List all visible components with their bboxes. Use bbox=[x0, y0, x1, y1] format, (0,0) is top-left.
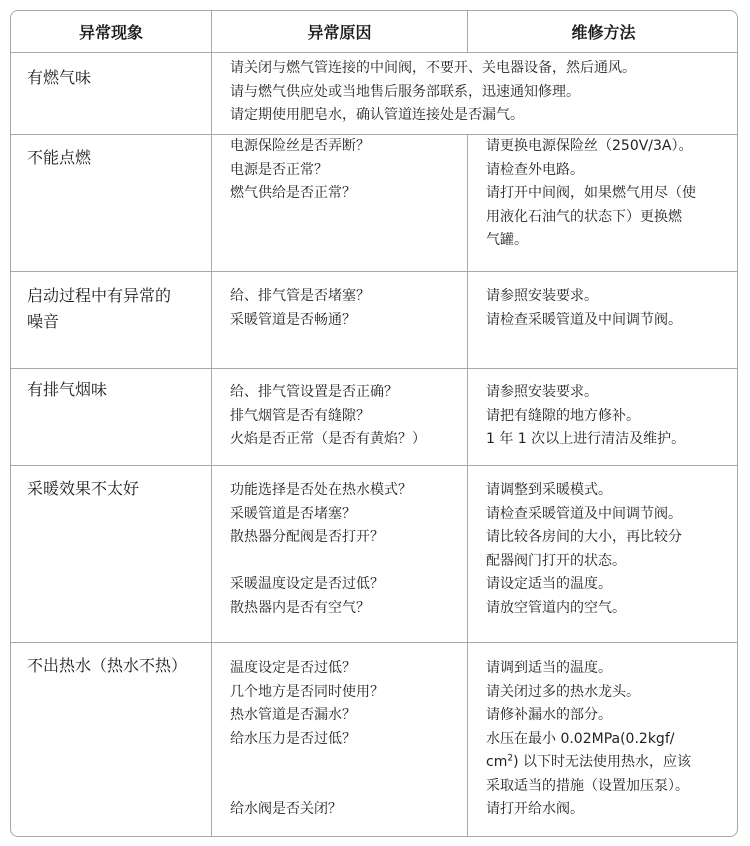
unit-text: cm bbox=[486, 754, 508, 770]
phenomenon-cell: 有排气烟味 bbox=[27, 380, 108, 399]
fix-line: 请检查采暖管道及中间调节阀。 bbox=[486, 311, 682, 328]
fix-line: 请检查采暖管道及中间调节阀。 bbox=[486, 505, 682, 522]
fix-line: 1 年 1 次以上进行清洁及维护。 bbox=[486, 431, 686, 447]
fix-cell bbox=[467, 272, 738, 368]
table-header-row bbox=[11, 11, 737, 52]
troubleshooting-table bbox=[10, 10, 738, 837]
cause-line: 采暖温度设定是否过低？ bbox=[230, 576, 384, 592]
fix-line: 请修补漏水的部分。 bbox=[486, 707, 612, 723]
fix-line: 请参照安装要求。 bbox=[486, 384, 598, 400]
table-row bbox=[11, 465, 737, 642]
cause-line: 排气烟管是否有缝隙？ bbox=[230, 407, 370, 424]
cause-line: 电源保险丝是否弄断？ bbox=[230, 138, 370, 154]
table-row bbox=[11, 52, 737, 134]
phenomenon-cell bbox=[11, 272, 211, 368]
spacer bbox=[230, 550, 467, 574]
spacer bbox=[230, 751, 467, 775]
cause-line: 采暖管道是否堵塞？ bbox=[230, 505, 356, 522]
instruction-line: 请与燃气供应处或当地售后服务部联系，迅速通知修理。 bbox=[230, 83, 580, 100]
phenomenon-cell: 不能点燃 bbox=[27, 148, 92, 167]
fix-line: 请打开中间阀，如果燃气用尽（使 bbox=[486, 185, 696, 201]
cause-cell bbox=[211, 272, 467, 368]
fix-line: 采取适当的措施（设置加压泵）。 bbox=[486, 777, 689, 794]
fix-line: 请设定适当的温度。 bbox=[486, 576, 612, 592]
table-row bbox=[11, 642, 737, 837]
fix-line: 请关闭过多的热水龙头。 bbox=[486, 683, 640, 700]
fix-cell bbox=[467, 643, 738, 837]
cause-cell bbox=[211, 643, 467, 837]
header-fix: 维修方法 bbox=[467, 11, 738, 52]
header-phenomenon: 异常现象 bbox=[78, 23, 143, 42]
cause-line: 给水阀是否关闭？ bbox=[230, 801, 342, 817]
fix-line: 请调整到采暖模式。 bbox=[486, 482, 612, 498]
cause-line: 热水管道是否漏水？ bbox=[230, 707, 356, 723]
cause-line: 电源是否正常？ bbox=[230, 161, 328, 178]
instruction-line: 请定期使用肥皂水，确认管道连接处是否漏气。 bbox=[230, 107, 524, 123]
fix-line: 配器阀门打开的状态。 bbox=[486, 552, 626, 569]
fix-line: 请把有缝隙的地方修补。 bbox=[486, 407, 640, 424]
cause-line: 燃气供给是否正常？ bbox=[230, 185, 356, 201]
table-row bbox=[11, 134, 737, 271]
fix-line: 请参照安装要求。 bbox=[486, 288, 598, 304]
table-row bbox=[11, 271, 737, 368]
fix-line: 用液化石油气的状态下）更换燃 bbox=[486, 208, 682, 225]
fix-text: 以下时无法使用热水，应该 bbox=[523, 754, 691, 770]
fix-line: 请更换电源保险丝（250V/3A）。 bbox=[486, 138, 693, 154]
cause-cell bbox=[211, 369, 467, 465]
merged-instructions-cell bbox=[211, 53, 738, 134]
fix-cell bbox=[467, 369, 738, 465]
cause-line: 火焰是否正常（是否有黄焰？） bbox=[230, 431, 426, 447]
cause-cell bbox=[211, 466, 467, 642]
fix-line: 气罐。 bbox=[486, 232, 528, 248]
phenomenon-cell: 有燃气味 bbox=[27, 68, 92, 87]
cause-cell bbox=[211, 135, 467, 271]
cause-line: 给水压力是否过低？ bbox=[230, 730, 356, 747]
cause-line: 采暖管道是否畅通？ bbox=[230, 311, 356, 328]
phenomenon-line: 噪音 bbox=[27, 312, 60, 331]
fix-line bbox=[486, 751, 731, 775]
fix-line: 请调到适当的温度。 bbox=[486, 660, 612, 676]
cause-line: 温度设定是否过低？ bbox=[230, 660, 356, 676]
superscript: 2 bbox=[507, 753, 514, 764]
phenomenon-cell: 采暖效果不太好 bbox=[27, 479, 140, 498]
cause-line: 散热器内是否有空气？ bbox=[230, 599, 370, 616]
table-row bbox=[11, 368, 737, 465]
fix-cell bbox=[467, 135, 738, 271]
fix-line: 请打开给水阀。 bbox=[486, 801, 584, 817]
fix-cell bbox=[467, 466, 738, 642]
phenomenon-line: 启动过程中有异常的 bbox=[27, 286, 172, 305]
phenomenon-cell: 不出热水（热水不热） bbox=[27, 656, 188, 675]
cause-line: 散热器分配阀是否打开？ bbox=[230, 529, 384, 545]
fix-line: 请比较各房间的大小，再比较分 bbox=[486, 529, 682, 545]
fix-line: 水压在最小 0.02MPa(0.2kgf/ bbox=[486, 730, 675, 747]
header-cause: 异常原因 bbox=[211, 11, 467, 52]
spacer bbox=[230, 775, 467, 799]
cause-line: 功能选择是否处在热水模式？ bbox=[230, 482, 412, 498]
cause-line: 给、排气管是否堵塞？ bbox=[230, 288, 370, 304]
cause-line: 给、排气管设置是否正确？ bbox=[230, 384, 398, 400]
instruction-line: 请关闭与燃气管连接的中间阀，不要开、关电器设备，然后通风。 bbox=[230, 60, 636, 76]
fix-line: 请放空管道内的空气。 bbox=[486, 599, 626, 616]
close-paren: ) bbox=[513, 754, 519, 770]
cause-line: 几个地方是否同时使用？ bbox=[230, 683, 384, 700]
fix-line: 请检查外电路。 bbox=[486, 161, 584, 178]
